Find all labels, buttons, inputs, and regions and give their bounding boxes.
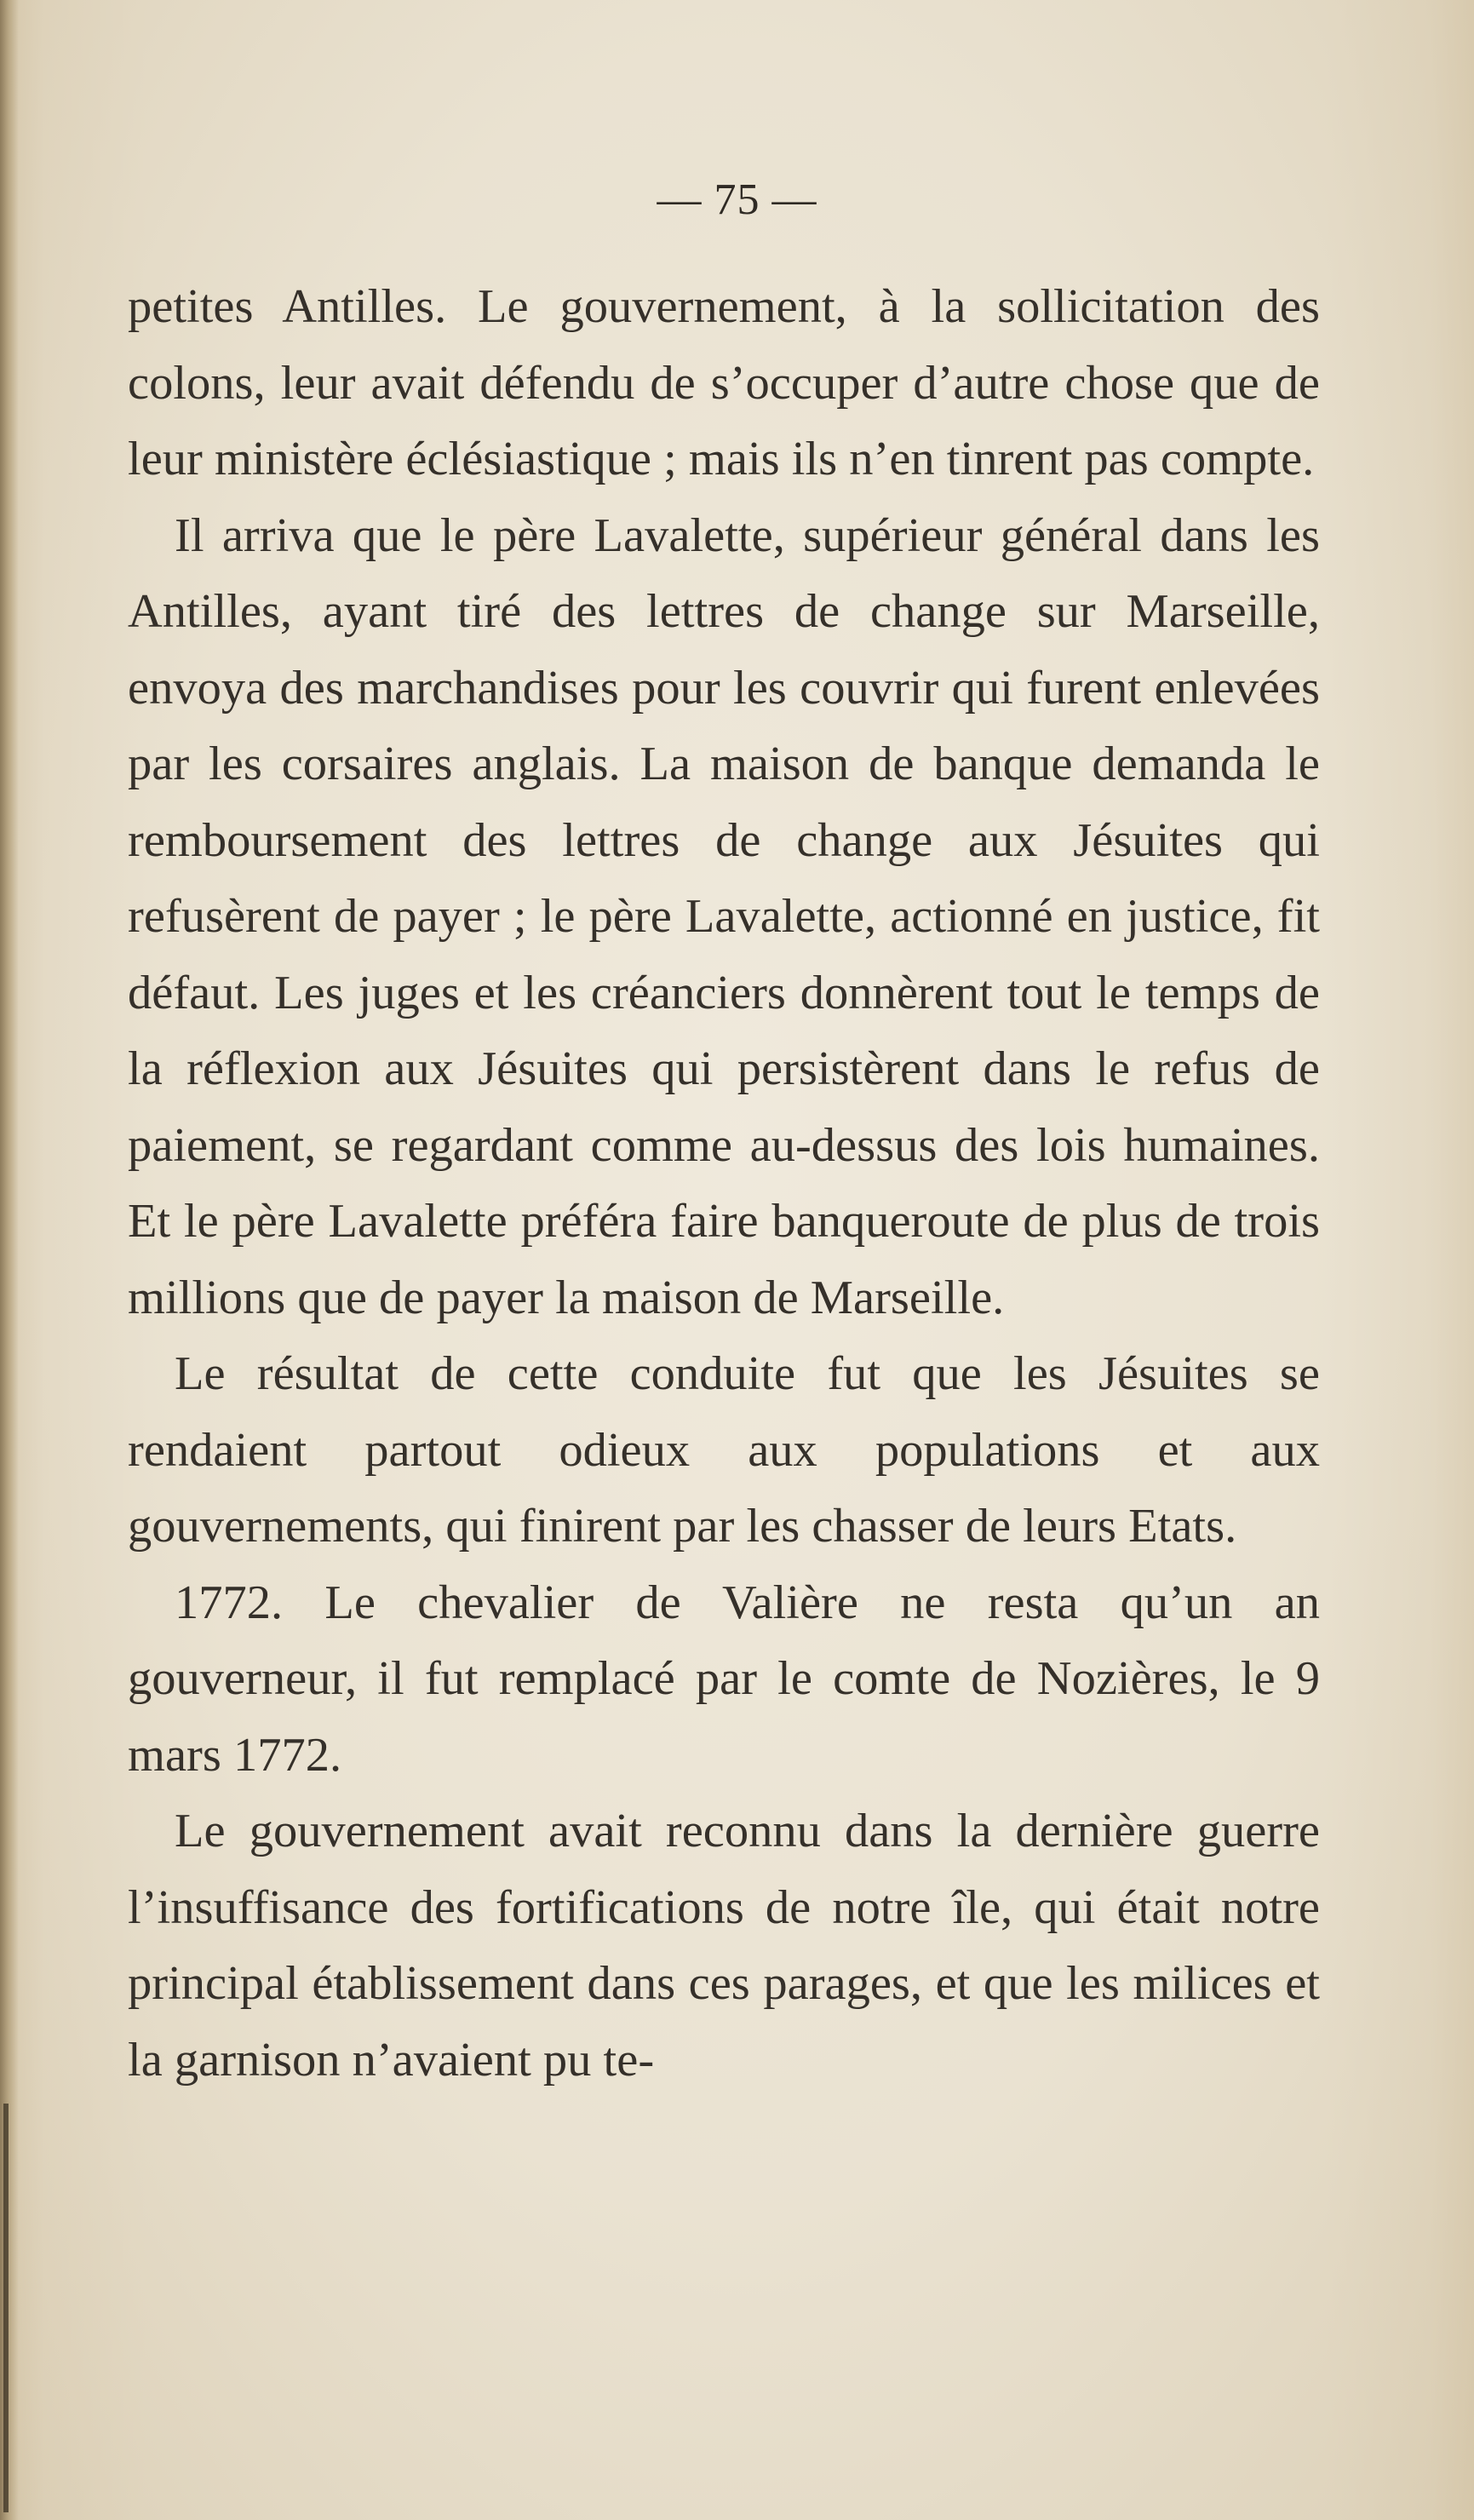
- page-number: — 75 —: [657, 175, 817, 224]
- paragraph-result: Le résultat de cette conduite fut que les Jésuites se rendaient partout odieux aux populations et aux gouvernements, qui finirent par les chasser de leurs Etats.: [128, 1347, 1320, 1553]
- paragraph-fortifications: Le gouvernement avait reconnu dans la dernière guerre l’insuffisance des fortifications de notre île, qui était notre principal établissement dans ces parages, et que les milices et la garnison n’avaient pu te-: [128, 1805, 1320, 2087]
- page-body-text: [128, 269, 1320, 2098]
- paragraph-lavalette: Il arriva que le père Lavalette, supérieur général dans les Antilles, ayant tiré des lettres de change sur Marseille, envoya des marchandises pour les couvrir qui furent enlevées par les corsaires anglais. La maison de banque demanda le remboursement des lettres de change aux Jésuites qui refusèrent de payer ; le père Lavalette, actionné en justice, fit défaut. Les juges et les créanciers donnèrent tout le temps de la réflexion aux Jésuites qui persistèrent dans le refus de paiement, se regardant comme au-dessus des lois humaines. Et le père Lavalette préféra faire banqueroute de plus de trois millions que de payer la maison de Marseille.: [128, 508, 1320, 1324]
- page-binding-edge: [3, 2104, 9, 2512]
- paragraph-continued: petites Antilles. Le gouvernement, à la sollicitation des colons, leur avait défendu de s’occuper d’autre chose que de leur ministère éclésiastique ; mais ils n’en tinrent pas compte.: [128, 280, 1320, 485]
- paragraph-1772: 1772. Le chevalier de Valière ne resta qu’un an gouverneur, il fut remplacé par le comte de Nozières, le 9 mars 1772.: [128, 1576, 1320, 1782]
